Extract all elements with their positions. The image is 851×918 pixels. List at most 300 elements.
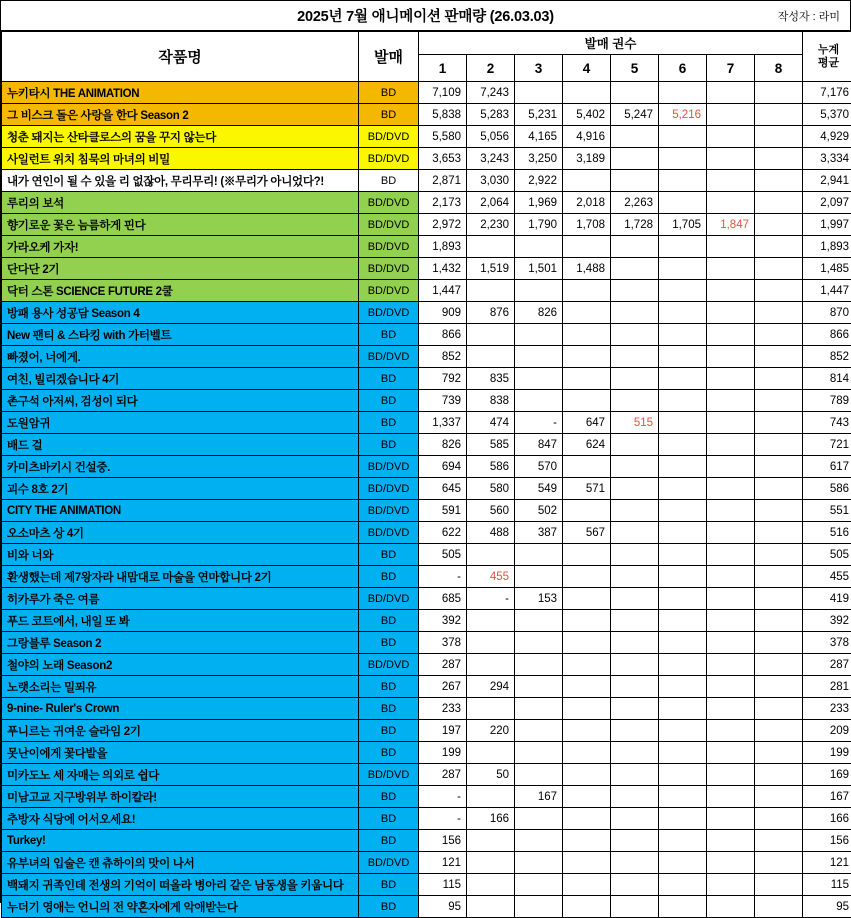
- table-row[interactable]: [2, 610, 851, 632]
- cell-volume-8: [755, 720, 803, 742]
- cell-volume-6: [659, 302, 707, 324]
- cell-volume-1: 826: [419, 434, 467, 456]
- cell-volume-3: 3,250: [515, 148, 563, 170]
- cell-average: 455: [803, 566, 851, 588]
- cell-volume-6: [659, 720, 707, 742]
- cell-average: 392: [803, 610, 851, 632]
- cell-volume-5: [611, 852, 659, 874]
- table-row[interactable]: [2, 698, 851, 720]
- cell-volume-2: [467, 610, 515, 632]
- cell-volume-7: [707, 588, 755, 610]
- cell-volume-8: [755, 874, 803, 896]
- cell-title: 청춘 돼지는 산타클로스의 꿈을 꾸지 않는다: [2, 126, 359, 148]
- cell-volume-2: [467, 544, 515, 566]
- cell-volume-1: 156: [419, 830, 467, 852]
- cell-title: New 팬티 & 스타킹 with 가터벨트: [2, 324, 359, 346]
- cell-average: 281: [803, 676, 851, 698]
- cell-volume-1: 199: [419, 742, 467, 764]
- cell-volume-4: [563, 500, 611, 522]
- cell-title: 철야의 노래 Season2: [2, 654, 359, 676]
- cell-volume-6: [659, 236, 707, 258]
- column-header-average-line2: 평균: [803, 57, 851, 70]
- cell-volume-3: 2,922: [515, 170, 563, 192]
- title-bar: [1, 1, 850, 31]
- cell-average: 2,097: [803, 192, 851, 214]
- table-row[interactable]: [2, 720, 851, 742]
- cell-volume-5: [611, 610, 659, 632]
- table-row[interactable]: [2, 654, 851, 676]
- cell-volume-5: [611, 896, 659, 918]
- cell-volume-7: [707, 170, 755, 192]
- cell-volume-7: [707, 280, 755, 302]
- cell-average: 199: [803, 742, 851, 764]
- cell-volume-5: [611, 126, 659, 148]
- cell-volume-3: 570: [515, 456, 563, 478]
- cell-volume-2: [467, 346, 515, 368]
- cell-media: BD: [359, 82, 419, 104]
- cell-media: BD: [359, 170, 419, 192]
- table-row[interactable]: [2, 786, 851, 808]
- cell-media: BD: [359, 676, 419, 698]
- cell-title: 환생했는데 제7왕자라 내맘대로 마술을 연마합니다 2기: [2, 566, 359, 588]
- table-row[interactable]: [2, 192, 851, 214]
- cell-volume-1: 7,109: [419, 82, 467, 104]
- cell-media: BD/DVD: [359, 500, 419, 522]
- cell-volume-2: 294: [467, 676, 515, 698]
- cell-volume-2: -: [467, 588, 515, 610]
- cell-volume-8: [755, 104, 803, 126]
- cell-volume-7: [707, 104, 755, 126]
- cell-volume-1: 287: [419, 654, 467, 676]
- cell-volume-2: 7,243: [467, 82, 515, 104]
- table-row[interactable]: [2, 808, 851, 830]
- table-header: [2, 32, 851, 82]
- cell-volume-8: [755, 632, 803, 654]
- cell-volume-8: [755, 192, 803, 214]
- table-row[interactable]: [2, 500, 851, 522]
- cell-volume-6: [659, 632, 707, 654]
- cell-volume-6: [659, 874, 707, 896]
- cell-volume-3: [515, 390, 563, 412]
- table-row[interactable]: [2, 104, 851, 126]
- cell-average: 287: [803, 654, 851, 676]
- cell-volume-5: [611, 566, 659, 588]
- table-row[interactable]: [2, 830, 851, 852]
- cell-volume-7: [707, 478, 755, 500]
- cell-volume-8: [755, 280, 803, 302]
- cell-title: 그랑블루 Season 2: [2, 632, 359, 654]
- cell-volume-4: [563, 698, 611, 720]
- cell-volume-8: [755, 654, 803, 676]
- cell-volume-2: 560: [467, 500, 515, 522]
- cell-volume-3: 549: [515, 478, 563, 500]
- cell-volume-8: [755, 764, 803, 786]
- cell-volume-6: [659, 478, 707, 500]
- cell-volume-6: 1,705: [659, 214, 707, 236]
- column-header-vol-2: 2: [467, 55, 515, 82]
- cell-title: 향기로운 꽃은 늠름하게 핀다: [2, 214, 359, 236]
- cell-volume-8: [755, 500, 803, 522]
- table-row[interactable]: [2, 588, 851, 610]
- cell-media: BD/DVD: [359, 654, 419, 676]
- cell-volume-5: [611, 302, 659, 324]
- cell-volume-2: 455: [467, 566, 515, 588]
- cell-volume-7: [707, 852, 755, 874]
- cell-average: 1,893: [803, 236, 851, 258]
- cell-volume-6: [659, 544, 707, 566]
- cell-average: 7,176: [803, 82, 851, 104]
- cell-average: 1,997: [803, 214, 851, 236]
- cell-volume-6: [659, 170, 707, 192]
- cell-volume-7: [707, 896, 755, 918]
- cell-volume-4: 3,189: [563, 148, 611, 170]
- cell-media: BD: [359, 808, 419, 830]
- column-header-average: [803, 32, 851, 82]
- cell-media: BD: [359, 874, 419, 896]
- cell-media: BD/DVD: [359, 126, 419, 148]
- cell-volume-3: [515, 742, 563, 764]
- cell-volume-2: 220: [467, 720, 515, 742]
- cell-volume-2: 50: [467, 764, 515, 786]
- cell-media: BD/DVD: [359, 764, 419, 786]
- cell-title: 그 비스크 돌은 사랑을 한다 Season 2: [2, 104, 359, 126]
- cell-average: 5,370: [803, 104, 851, 126]
- cell-media: BD: [359, 390, 419, 412]
- cell-volume-7: [707, 808, 755, 830]
- cell-volume-2: 2,064: [467, 192, 515, 214]
- cell-volume-1: 287: [419, 764, 467, 786]
- cell-volume-2: [467, 896, 515, 918]
- cell-volume-6: [659, 346, 707, 368]
- cell-volume-3: [515, 280, 563, 302]
- table-row[interactable]: [2, 456, 851, 478]
- cell-volume-4: 5,402: [563, 104, 611, 126]
- cell-volume-4: [563, 588, 611, 610]
- column-header-vol-8: 8: [755, 55, 803, 82]
- cell-volume-4: [563, 720, 611, 742]
- cell-volume-4: 571: [563, 478, 611, 500]
- cell-volume-1: 5,580: [419, 126, 467, 148]
- cell-volume-3: 167: [515, 786, 563, 808]
- table-row[interactable]: [2, 852, 851, 874]
- cell-volume-7: [707, 698, 755, 720]
- cell-volume-6: [659, 258, 707, 280]
- cell-title: 오소마츠 상 4기: [2, 522, 359, 544]
- cell-volume-1: 2,871: [419, 170, 467, 192]
- cell-average: 209: [803, 720, 851, 742]
- cell-volume-3: [515, 830, 563, 852]
- table-row[interactable]: [2, 324, 851, 346]
- table-row[interactable]: [2, 896, 851, 918]
- cell-volume-5: [611, 786, 659, 808]
- table-row[interactable]: [2, 764, 851, 786]
- cell-title: 촌구석 아저씨, 검성이 되다: [2, 390, 359, 412]
- cell-volume-8: [755, 390, 803, 412]
- table-row[interactable]: [2, 302, 851, 324]
- table-row[interactable]: [2, 478, 851, 500]
- column-header-vol-3: 3: [515, 55, 563, 82]
- cell-title: 빠졌어, 너에게.: [2, 346, 359, 368]
- table-row[interactable]: [2, 148, 851, 170]
- cell-average: 4,929: [803, 126, 851, 148]
- table-row[interactable]: [2, 346, 851, 368]
- cell-volume-4: [563, 742, 611, 764]
- column-header-title: 작품명: [2, 32, 359, 82]
- cell-volume-7: [707, 874, 755, 896]
- table-row[interactable]: [2, 236, 851, 258]
- cell-media: BD/DVD: [359, 588, 419, 610]
- cell-volume-8: [755, 126, 803, 148]
- cell-title: 미카도노 세 자매는 의외로 쉽다: [2, 764, 359, 786]
- page-title: 2025년 7월 애니메이션 판매량 (26.03.03): [297, 5, 554, 26]
- cell-volume-8: [755, 456, 803, 478]
- cell-volume-4: 1,488: [563, 258, 611, 280]
- cell-volume-2: 2,230: [467, 214, 515, 236]
- cell-volume-1: 2,972: [419, 214, 467, 236]
- cell-average: 378: [803, 632, 851, 654]
- cell-volume-6: [659, 808, 707, 830]
- cell-volume-7: [707, 148, 755, 170]
- cell-volume-5: [611, 544, 659, 566]
- cell-volume-5: [611, 478, 659, 500]
- cell-volume-2: 488: [467, 522, 515, 544]
- cell-volume-8: [755, 786, 803, 808]
- cell-volume-1: 1,337: [419, 412, 467, 434]
- cell-volume-5: [611, 522, 659, 544]
- cell-title: 사일런트 위치 침묵의 마녀의 비밀: [2, 148, 359, 170]
- cell-volume-8: [755, 522, 803, 544]
- cell-title: 누더기 영애는 언니의 전 약혼자에게 악애받는다: [2, 896, 359, 918]
- cell-volume-6: [659, 588, 707, 610]
- cell-average: 1,447: [803, 280, 851, 302]
- cell-volume-4: [563, 852, 611, 874]
- cell-volume-2: [467, 742, 515, 764]
- cell-volume-3: [515, 896, 563, 918]
- table-row[interactable]: [2, 390, 851, 412]
- cell-volume-4: [563, 676, 611, 698]
- cell-volume-8: [755, 346, 803, 368]
- table-row[interactable]: [2, 632, 851, 654]
- cell-volume-3: [515, 82, 563, 104]
- cell-volume-6: [659, 676, 707, 698]
- cell-volume-4: [563, 544, 611, 566]
- cell-volume-3: 153: [515, 588, 563, 610]
- cell-volume-5: 2,263: [611, 192, 659, 214]
- cell-volume-5: [611, 324, 659, 346]
- cell-volume-8: [755, 236, 803, 258]
- cell-average: 814: [803, 368, 851, 390]
- cell-volume-3: [515, 632, 563, 654]
- cell-volume-5: [611, 764, 659, 786]
- table-row[interactable]: [2, 742, 851, 764]
- cell-volume-3: 502: [515, 500, 563, 522]
- table-row[interactable]: [2, 566, 851, 588]
- cell-volume-7: 1,847: [707, 214, 755, 236]
- cell-volume-1: 197: [419, 720, 467, 742]
- cell-volume-7: [707, 236, 755, 258]
- table-row[interactable]: [2, 258, 851, 280]
- cell-volume-1: 505: [419, 544, 467, 566]
- cell-volume-6: [659, 280, 707, 302]
- cell-volume-2: 3,030: [467, 170, 515, 192]
- cell-volume-7: [707, 302, 755, 324]
- cell-title: 푸니르는 귀여운 슬라임 2기: [2, 720, 359, 742]
- table-row[interactable]: [2, 544, 851, 566]
- table-row[interactable]: [2, 82, 851, 104]
- cell-media: BD: [359, 632, 419, 654]
- cell-volume-7: [707, 434, 755, 456]
- cell-average: 167: [803, 786, 851, 808]
- cell-volume-6: [659, 324, 707, 346]
- cell-volume-2: [467, 698, 515, 720]
- table-row[interactable]: [2, 412, 851, 434]
- cell-average: 95: [803, 896, 851, 918]
- cell-title: 추방자 식당에 어서오세요!: [2, 808, 359, 830]
- cell-volume-5: [611, 632, 659, 654]
- cell-volume-4: [563, 808, 611, 830]
- cell-media: BD/DVD: [359, 258, 419, 280]
- cell-title: Turkey!: [2, 830, 359, 852]
- cell-volume-3: [515, 698, 563, 720]
- cell-average: 617: [803, 456, 851, 478]
- cell-volume-8: [755, 698, 803, 720]
- cell-volume-6: [659, 82, 707, 104]
- cell-volume-2: [467, 654, 515, 676]
- table-row[interactable]: [2, 874, 851, 896]
- cell-media: BD: [359, 324, 419, 346]
- cell-media: BD: [359, 434, 419, 456]
- cell-volume-5: [611, 82, 659, 104]
- cell-volume-7: [707, 192, 755, 214]
- cell-volume-2: 474: [467, 412, 515, 434]
- cell-volume-3: [515, 808, 563, 830]
- cell-volume-4: 624: [563, 434, 611, 456]
- cell-volume-7: [707, 830, 755, 852]
- cell-title: 단다단 2기: [2, 258, 359, 280]
- cell-volume-3: 826: [515, 302, 563, 324]
- cell-volume-5: [611, 280, 659, 302]
- cell-volume-6: [659, 786, 707, 808]
- table-row[interactable]: [2, 280, 851, 302]
- table-row[interactable]: [2, 368, 851, 390]
- cell-volume-2: 5,283: [467, 104, 515, 126]
- cell-volume-7: [707, 126, 755, 148]
- cell-volume-3: 4,165: [515, 126, 563, 148]
- table-row[interactable]: [2, 522, 851, 544]
- cell-volume-1: 622: [419, 522, 467, 544]
- cell-volume-1: -: [419, 808, 467, 830]
- cell-media: BD/DVD: [359, 302, 419, 324]
- cell-volume-4: 647: [563, 412, 611, 434]
- cell-volume-5: [611, 742, 659, 764]
- table-row[interactable]: [2, 214, 851, 236]
- cell-volume-1: 739: [419, 390, 467, 412]
- cell-volume-5: [611, 456, 659, 478]
- cell-volume-5: [611, 368, 659, 390]
- cell-volume-1: 115: [419, 874, 467, 896]
- cell-volume-5: [611, 874, 659, 896]
- cell-volume-7: [707, 368, 755, 390]
- cell-volume-1: 378: [419, 632, 467, 654]
- cell-volume-1: 866: [419, 324, 467, 346]
- cell-volume-8: [755, 324, 803, 346]
- cell-volume-8: [755, 82, 803, 104]
- table-row[interactable]: [2, 170, 851, 192]
- cell-volume-5: [611, 434, 659, 456]
- cell-volume-3: [515, 346, 563, 368]
- cell-volume-3: [515, 610, 563, 632]
- cell-volume-5: 1,728: [611, 214, 659, 236]
- cell-volume-5: [611, 390, 659, 412]
- cell-title: 여친, 빌리겠습니다 4기: [2, 368, 359, 390]
- cell-volume-2: [467, 324, 515, 346]
- cell-volume-1: 685: [419, 588, 467, 610]
- cell-media: BD/DVD: [359, 456, 419, 478]
- cell-average: 169: [803, 764, 851, 786]
- cell-volume-7: [707, 544, 755, 566]
- cell-volume-1: 392: [419, 610, 467, 632]
- cell-volume-4: [563, 170, 611, 192]
- cell-volume-3: [515, 324, 563, 346]
- cell-volume-6: [659, 500, 707, 522]
- cell-average: 1,485: [803, 258, 851, 280]
- cell-volume-2: [467, 786, 515, 808]
- cell-volume-6: [659, 126, 707, 148]
- cell-average: 721: [803, 434, 851, 456]
- cell-volume-5: [611, 148, 659, 170]
- column-header-vol-4: 4: [563, 55, 611, 82]
- cell-volume-8: [755, 434, 803, 456]
- cell-volume-6: [659, 148, 707, 170]
- cell-volume-7: [707, 258, 755, 280]
- cell-title: 유부녀의 입술은 캔 츄하이의 맛이 나서: [2, 852, 359, 874]
- cell-volume-5: 515: [611, 412, 659, 434]
- cell-volume-8: [755, 830, 803, 852]
- column-header-vol-5: 5: [611, 55, 659, 82]
- cell-volume-3: [515, 676, 563, 698]
- cell-media: BD/DVD: [359, 346, 419, 368]
- cell-average: 551: [803, 500, 851, 522]
- table-row[interactable]: [2, 434, 851, 456]
- cell-volume-1: 267: [419, 676, 467, 698]
- cell-volume-2: 580: [467, 478, 515, 500]
- cell-volume-5: [611, 676, 659, 698]
- cell-volume-1: 792: [419, 368, 467, 390]
- cell-volume-6: [659, 368, 707, 390]
- cell-media: BD: [359, 544, 419, 566]
- cell-media: BD: [359, 566, 419, 588]
- cell-volume-1: -: [419, 786, 467, 808]
- cell-title: 닥터 스톤 SCIENCE FUTURE 2쿨: [2, 280, 359, 302]
- cell-title: 괴수 8호 2기: [2, 478, 359, 500]
- cell-volume-1: 1,432: [419, 258, 467, 280]
- cell-media: BD: [359, 412, 419, 434]
- cell-average: 115: [803, 874, 851, 896]
- cell-volume-8: [755, 148, 803, 170]
- cell-volume-8: [755, 478, 803, 500]
- cell-volume-3: [515, 368, 563, 390]
- table-row[interactable]: [2, 126, 851, 148]
- cell-volume-2: 166: [467, 808, 515, 830]
- cell-media: BD: [359, 742, 419, 764]
- table-row[interactable]: [2, 676, 851, 698]
- cell-title: 루리의 보석: [2, 192, 359, 214]
- cell-volume-2: [467, 280, 515, 302]
- cell-volume-7: [707, 786, 755, 808]
- cell-title: CITY THE ANIMATION: [2, 500, 359, 522]
- cell-volume-8: [755, 214, 803, 236]
- cell-average: 419: [803, 588, 851, 610]
